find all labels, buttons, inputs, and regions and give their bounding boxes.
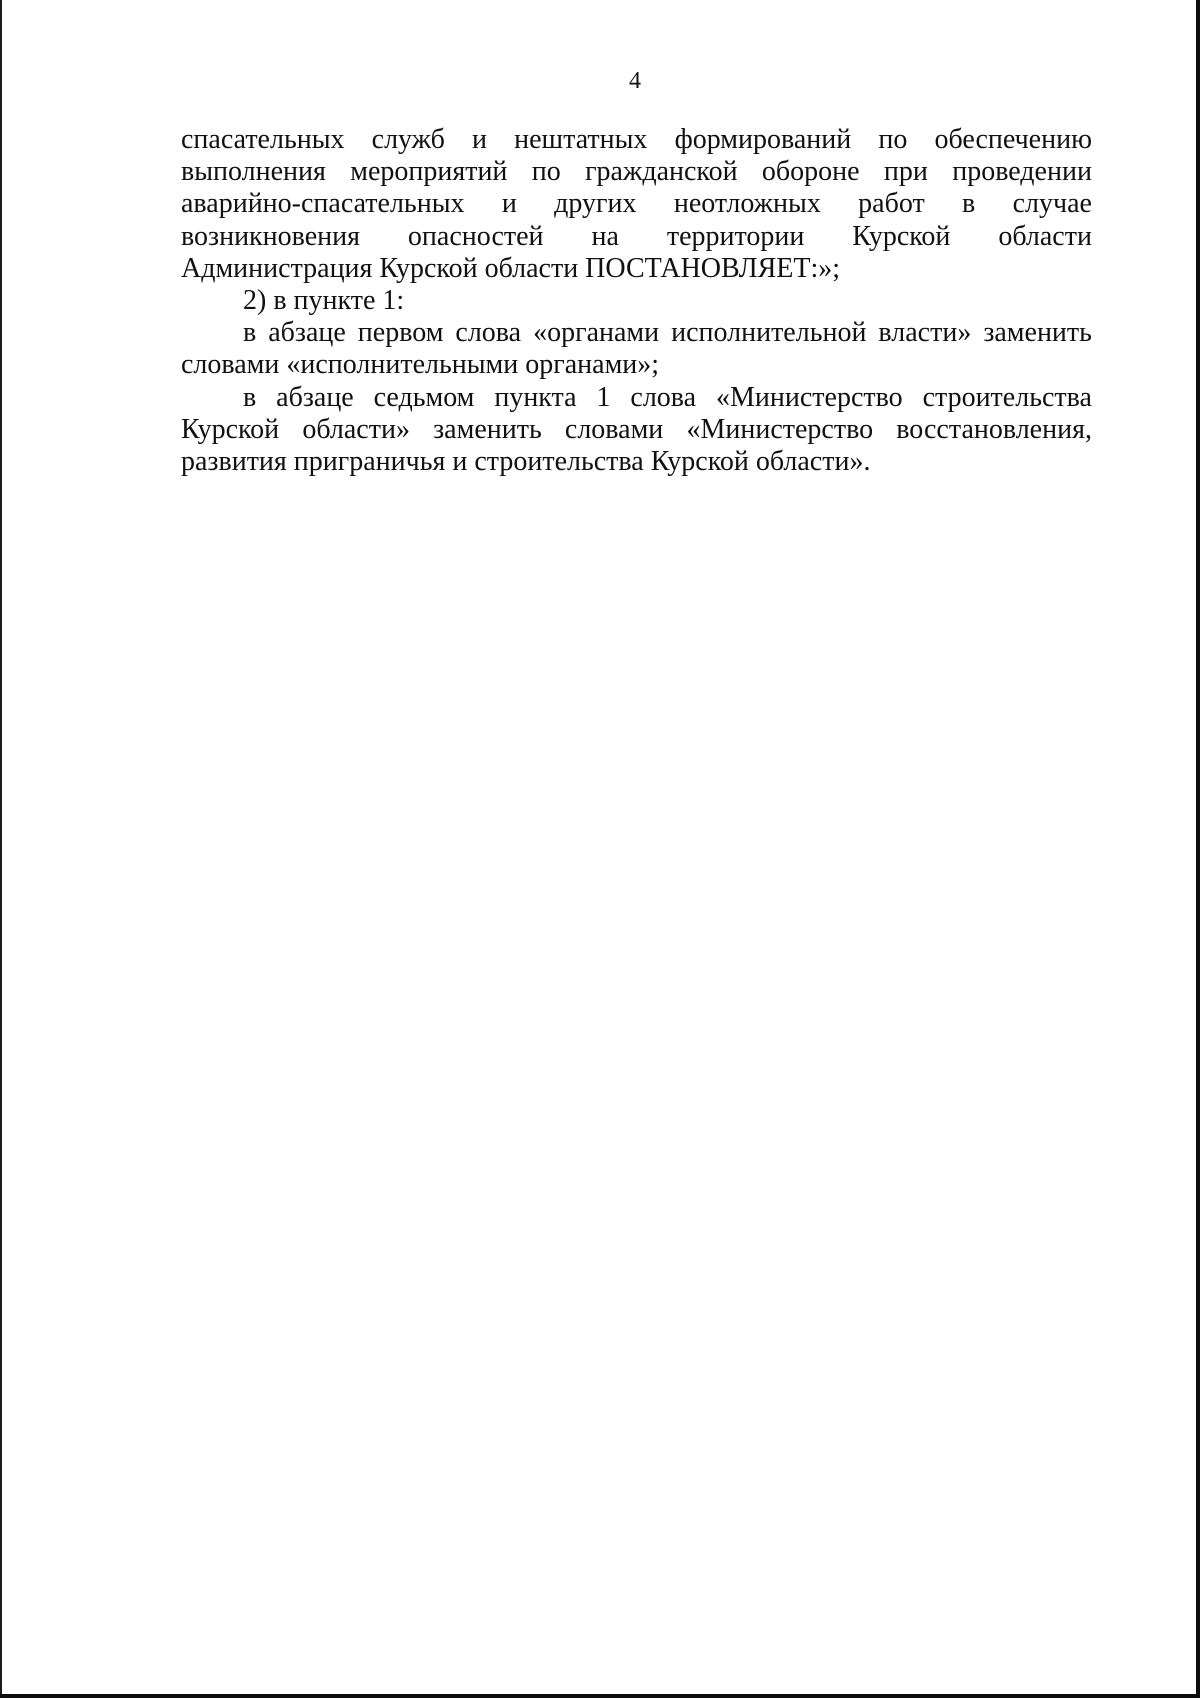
- text-line: аварийно-спасательных и других неотложных работ в случае: [181, 188, 1092, 220]
- text-line: Курской области» заменить словами «Министерство восстановления,: [181, 413, 1092, 445]
- scan-edge-right: [1196, 0, 1200, 1698]
- paragraph-continuation: [181, 124, 1092, 285]
- text-line: в абзаце седьмом пункта 1 слова «Министерство строительства: [243, 381, 1092, 413]
- page-number: 4: [629, 68, 641, 94]
- text-line: развития приграничья и строительства Курской области».: [181, 446, 871, 478]
- scan-edge-bottom: [0, 1694, 1200, 1698]
- text-line: 2) в пункте 1:: [243, 285, 405, 317]
- document-body: [181, 124, 1092, 478]
- text-line: выполнения мероприятий по гражданской обороне при проведении: [181, 156, 1092, 188]
- scan-edge-left: [0, 0, 2, 1698]
- text-line: спасательных служб и нештатных формирований по обеспечению: [181, 124, 1092, 155]
- text-line: возникновения опасностей на территории Курской области: [181, 220, 1092, 252]
- paragraph-amendment-first: [181, 317, 1092, 381]
- paragraph-item-2: [181, 285, 1092, 317]
- text-line: словами «исполнительными органами»;: [181, 349, 660, 381]
- paragraph-amendment-seventh: [181, 382, 1092, 479]
- text-line: в абзаце первом слова «органами исполнительной власти» заменить: [243, 317, 1092, 349]
- text-line: Администрация Курской области ПОСТАНОВЛЯЕТ:»;: [181, 252, 841, 284]
